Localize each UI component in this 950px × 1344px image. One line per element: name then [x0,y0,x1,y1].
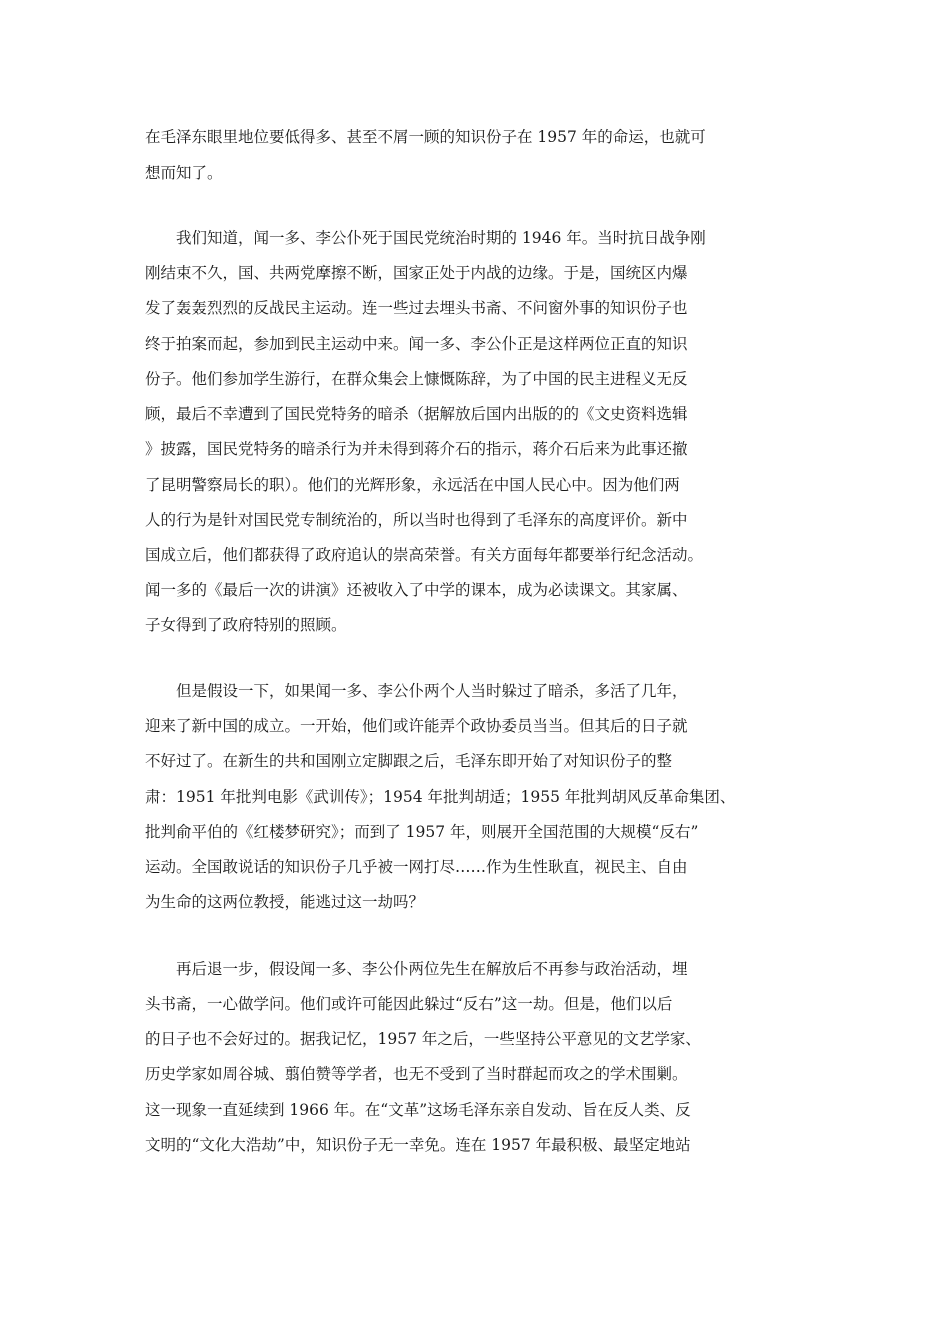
text-line: 迎来了新中国的成立。一开始，他们或许能弄个政协委员当当。但其后的日子就 [145,717,688,735]
text-line: 头书斋，一心做学问。他们或许可能因此躲过“反右”这一劫。但是，他们以后 [145,995,673,1013]
text-line: 刚结束不久，国、共两党摩擦不断，国家正处于内战的边缘。于是，国统区内爆 [145,264,688,282]
text-line: 在毛泽东眼里地位要低得多、甚至不屑一顾的知识份子在 1957 年的命运，也就可 [145,128,706,146]
text-line: 人的行为是针对国民党专制统治的，所以当时也得到了毛泽东的高度评价。新中 [145,511,688,529]
text-line: 这一现象一直延续到 1966 年。在“文革”这场毛泽东亲自发动、旨在反人类、反 [145,1101,691,1119]
text-line: 子女得到了政府特别的照顾。 [145,616,347,634]
text-line: 想而知了。 [145,164,223,182]
text-line: 发了轰轰烈烈的反战民主运动。连一些过去埋头书斋、不问窗外事的知识份子也 [145,299,688,317]
text-line: 顾，最后不幸遭到了国民党特务的暗杀（据解放后国内出版的的《文史资料选辑 [145,405,688,423]
text-line: 》披露，国民党特务的暗杀行为并未得到蒋介石的指示，蒋介石后来为此事还撤 [145,440,688,458]
text-line: 份子。他们参加学生游行，在群众集会上慷慨陈辞，为了中国的民主进程义无反 [145,370,688,388]
text-line: 不好过了。在新生的共和国刚立定脚跟之后，毛泽东即开始了对知识份子的整 [145,752,673,770]
text-line: 我们知道，闻一多、李公仆死于国民党统治时期的 1946 年。当时抗日战争刚 [145,229,706,247]
text-line: 肃：1951 年批判电影《武训传》；1954 年批判胡适；1955 年批判胡风反革命集团、 [145,788,736,806]
text-line: 了昆明警察局长的职）。他们的光辉形象，永远活在中国人民心中。因为他们两 [145,476,680,494]
text-line: 批判俞平伯的《红楼梦研究》；而到了 1957 年，则展开全国范围的大规模“反右” [145,823,699,841]
text-line: 的日子也不会好过的。据我记忆，1957 年之后，一些坚持公平意见的文艺学家、 [145,1030,701,1048]
text-line: 国成立后，他们都获得了政府追认的崇高荣誉。有关方面每年都要举行纪念活动。 [145,546,704,564]
text-line: 终于拍案而起，参加到民主运动中来。闻一多、李公仆正是这样两位正直的知识 [145,335,688,353]
text-line: 运动。全国敢说话的知识份子几乎被一网打尽……作为生性耿直，视民主、自由 [145,858,688,876]
text-line: 文明的“文化大浩劫”中，知识份子无一幸免。连在 1957 年最积极、最坚定地站 [145,1136,691,1154]
text-line: 但是假设一下，如果闻一多、李公仆两个人当时躲过了暗杀，多活了几年， [145,682,688,700]
text-line: 历史学家如周谷城、翦伯赞等学者，也无不受到了当时群起而攻之的学术围剿。 [145,1065,688,1083]
text-line: 为生命的这两位教授，能逃过这一劫吗？ [145,893,425,911]
text-line: 再后退一步，假设闻一多、李公仆两位先生在解放后不再参与政治活动，埋 [145,960,688,978]
text-line: 闻一多的《最后一次的讲演》还被收入了中学的课本，成为必读课文。其家属、 [145,581,688,599]
